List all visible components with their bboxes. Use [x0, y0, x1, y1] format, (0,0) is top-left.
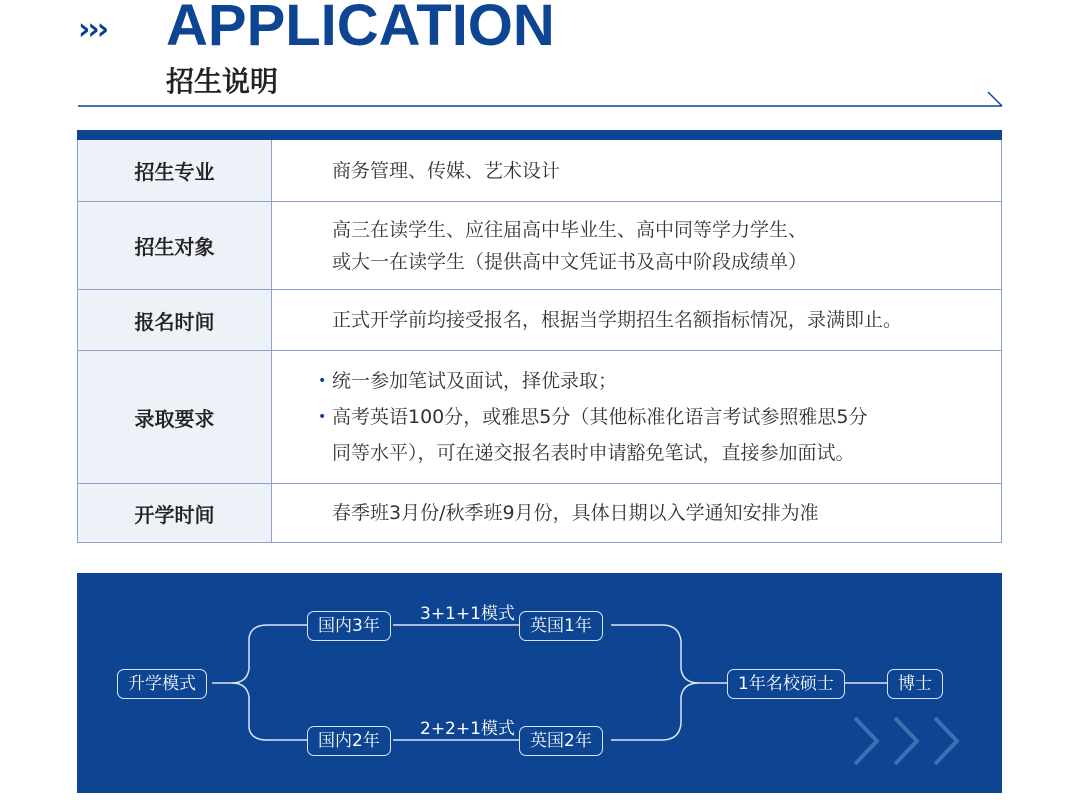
table-row-requirements [77, 351, 1002, 484]
row-value [272, 290, 1001, 350]
pathway-connectors [77, 573, 1002, 793]
table-row-major [77, 140, 1002, 202]
node-domestic-3yr: 国内3年 [307, 611, 391, 641]
node-start: 升学模式 [117, 669, 207, 699]
value-line: • 统一参加笔试及面试，择优录取； [332, 363, 1001, 399]
node-uk-1yr: 英国1年 [519, 611, 603, 641]
admission-info-table [77, 130, 1002, 543]
value-line: 或大一在读学生（提供高中文凭证书及高中阶段成绩单） [332, 250, 808, 273]
value-line: 春季班3月份/秋季班9月份，具体日期以入学通知安排为准 [332, 502, 819, 524]
value-line: • 高考英语100分，或雅思5分（其他标准化语言考试参照雅思5分 [332, 399, 1001, 435]
value-line: 同等水平），可在递交报名表时申请豁免笔试，直接参加面试。 [332, 442, 855, 464]
row-label: 招生对象 [78, 202, 272, 289]
row-label: 招生专业 [78, 140, 272, 201]
mode-label-lower: 2+2+1模式 [420, 719, 515, 739]
row-value [272, 351, 1001, 483]
table-row-target [77, 202, 1002, 290]
node-master: 1年名校硕士 [727, 669, 845, 699]
chevron-decor-icon: ››› [78, 12, 107, 47]
row-value [272, 484, 1001, 542]
node-uk-2yr: 英国2年 [519, 726, 603, 756]
node-phd: 博士 [887, 669, 943, 699]
decor-chevron-icons [855, 718, 957, 764]
table-top-bar [77, 130, 1002, 140]
page-title-chinese: 招生说明 [166, 65, 279, 98]
row-value [272, 140, 1001, 201]
table-row-registration [77, 290, 1002, 351]
header-divider [78, 86, 1004, 110]
pathway-diagram [77, 573, 1002, 793]
value-line: 高三在读学生、应往届高中毕业生、高中同等学力学生、 [332, 218, 808, 241]
row-label: 录取要求 [78, 351, 272, 483]
row-label: 报名时间 [78, 290, 272, 350]
value-line: 正式开学前均接受报名，根据当学期招生名额指标情况，录满即止。 [332, 309, 903, 331]
node-domestic-2yr: 国内2年 [307, 726, 391, 756]
table-row-start-date [77, 484, 1002, 543]
row-label: 开学时间 [78, 484, 272, 542]
page-title-english: APPLICATION [166, 0, 555, 58]
mode-label-upper: 3+1+1模式 [420, 604, 515, 624]
value-line: 商务管理、传媒、艺术设计 [332, 159, 561, 182]
row-value [272, 202, 1001, 289]
